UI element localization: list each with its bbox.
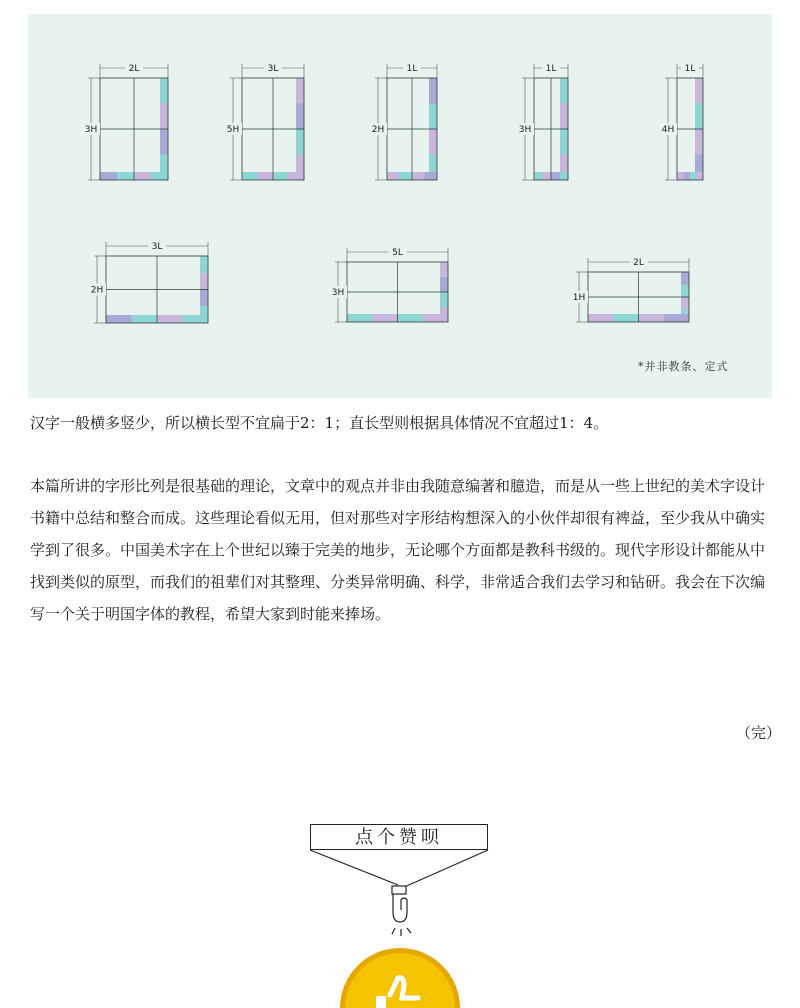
paragraph-ratio-rule: 汉字一般横多竖少，所以横长型不宜扁于2：1；直长型则根据具体情况不宜超过1：4。 <box>30 414 609 432</box>
height-label-bottom-1: 3H <box>331 288 345 298</box>
width-label-top-4: 1L <box>684 64 696 74</box>
width-label-bottom-0: 3L <box>151 242 163 252</box>
width-label-top-1: 3L <box>267 64 279 74</box>
like-label: 点个赞呗 <box>310 824 488 850</box>
height-label-top-3: 3H <box>518 125 532 135</box>
like-button[interactable] <box>340 948 460 1008</box>
height-label-bottom-0: 2H <box>90 285 104 296</box>
width-label-top-3: 1L <box>545 64 557 74</box>
width-label-top-0: 2L <box>128 64 140 74</box>
width-label-bottom-1: 5L <box>392 248 403 258</box>
height-label-top-0: 3H <box>84 125 98 135</box>
height-label-top-2: 2H <box>371 125 385 135</box>
end-mark: （完） <box>736 724 782 742</box>
height-label-top-1: 5H <box>226 125 240 135</box>
diagram-note: *并非教条、定式 <box>638 360 729 373</box>
width-label-top-2: 1L <box>406 64 418 74</box>
width-label-bottom-2: 2L <box>633 258 644 268</box>
height-label-top-4: 4H <box>661 125 675 135</box>
hand-pointer-icon <box>392 886 411 936</box>
paragraph-summary: 本篇所讲的字形比列是很基础的理论，文章中的观点并非由我随意编著和臆造，而是从一些上世纪的美术字设计书籍中总结和整合而成。这些理论看似无用，但对那些对字形结构想深入的小伙伴却很有裨益，至少我从中确实学到了很多。中国美术字在上个世纪以臻于完美的地步，无论哪个方面都是教科书级的。现代字形设计都能从中找到类似的原型，而我们的祖辈们对其整理、分类异常明确、科学，非常适合我们去学习和钻研。我会在下次编写一个关于明国字体的教程，希望大家到时能来捧场。 <box>30 477 766 623</box>
height-label-bottom-2: 1H <box>572 293 586 303</box>
